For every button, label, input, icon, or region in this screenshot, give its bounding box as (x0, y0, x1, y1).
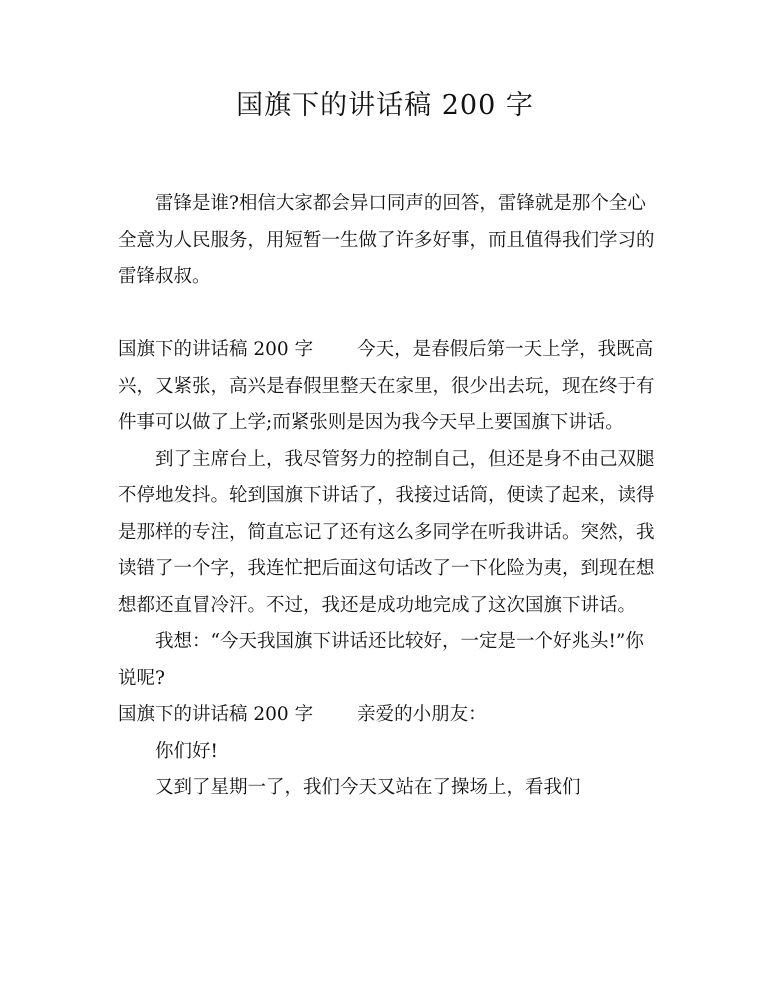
paragraph-text: 今天，是春假后第一天上学，我既高兴，又紧张，高兴是春假里整天在家里，很少出去玩，现在终于有件事可以做了上学;而紧张则是因为我今天早上要国旗下讲话。 (118, 339, 655, 433)
document-body (118, 186, 658, 807)
paragraph-first-day (118, 332, 658, 442)
salutation: 亲爱的小朋友： (357, 704, 487, 725)
section-heading: 国旗下的讲话稿 200 字 (118, 339, 314, 360)
paragraph-thought: 我想：“今天我国旗下讲话还比较好，一定是一个好兆头!”你说呢? (118, 631, 644, 689)
paragraph-intro: 雷锋是谁?相信大家都会异口同声的回答，雷锋就是那个全心全意为人民服务，用短暂一生做了许多好事，而且值得我们学习的雷锋叔叔。 (118, 193, 655, 287)
document-title: 国旗下的讲话稿 200 字 (236, 90, 534, 121)
paragraph-gap (118, 296, 658, 333)
paragraph-greeting-line (118, 697, 658, 734)
paragraph-podium: 到了主席台上，我尽管努力的控制自己，但还是身不由己双腿不停地发抖。轮到国旗下讲话了，我接过话筒，便读了起来，读得是那样的专注，简直忘记了还有这么多同学在听我讲话。突然，我读错了一个字，我连忙把后面这句话改了一下化险为夷，到现在想想都还直冒冷汗。不过，我还是成功地完成了这次国旗下讲话。 (118, 448, 655, 616)
paragraph-hello: 你们好! (155, 740, 218, 762)
paragraph-monday: 又到了星期一了，我们今天又站在了操场上，看我们 (155, 777, 581, 798)
section-heading: 国旗下的讲话稿 200 字 (118, 704, 314, 725)
